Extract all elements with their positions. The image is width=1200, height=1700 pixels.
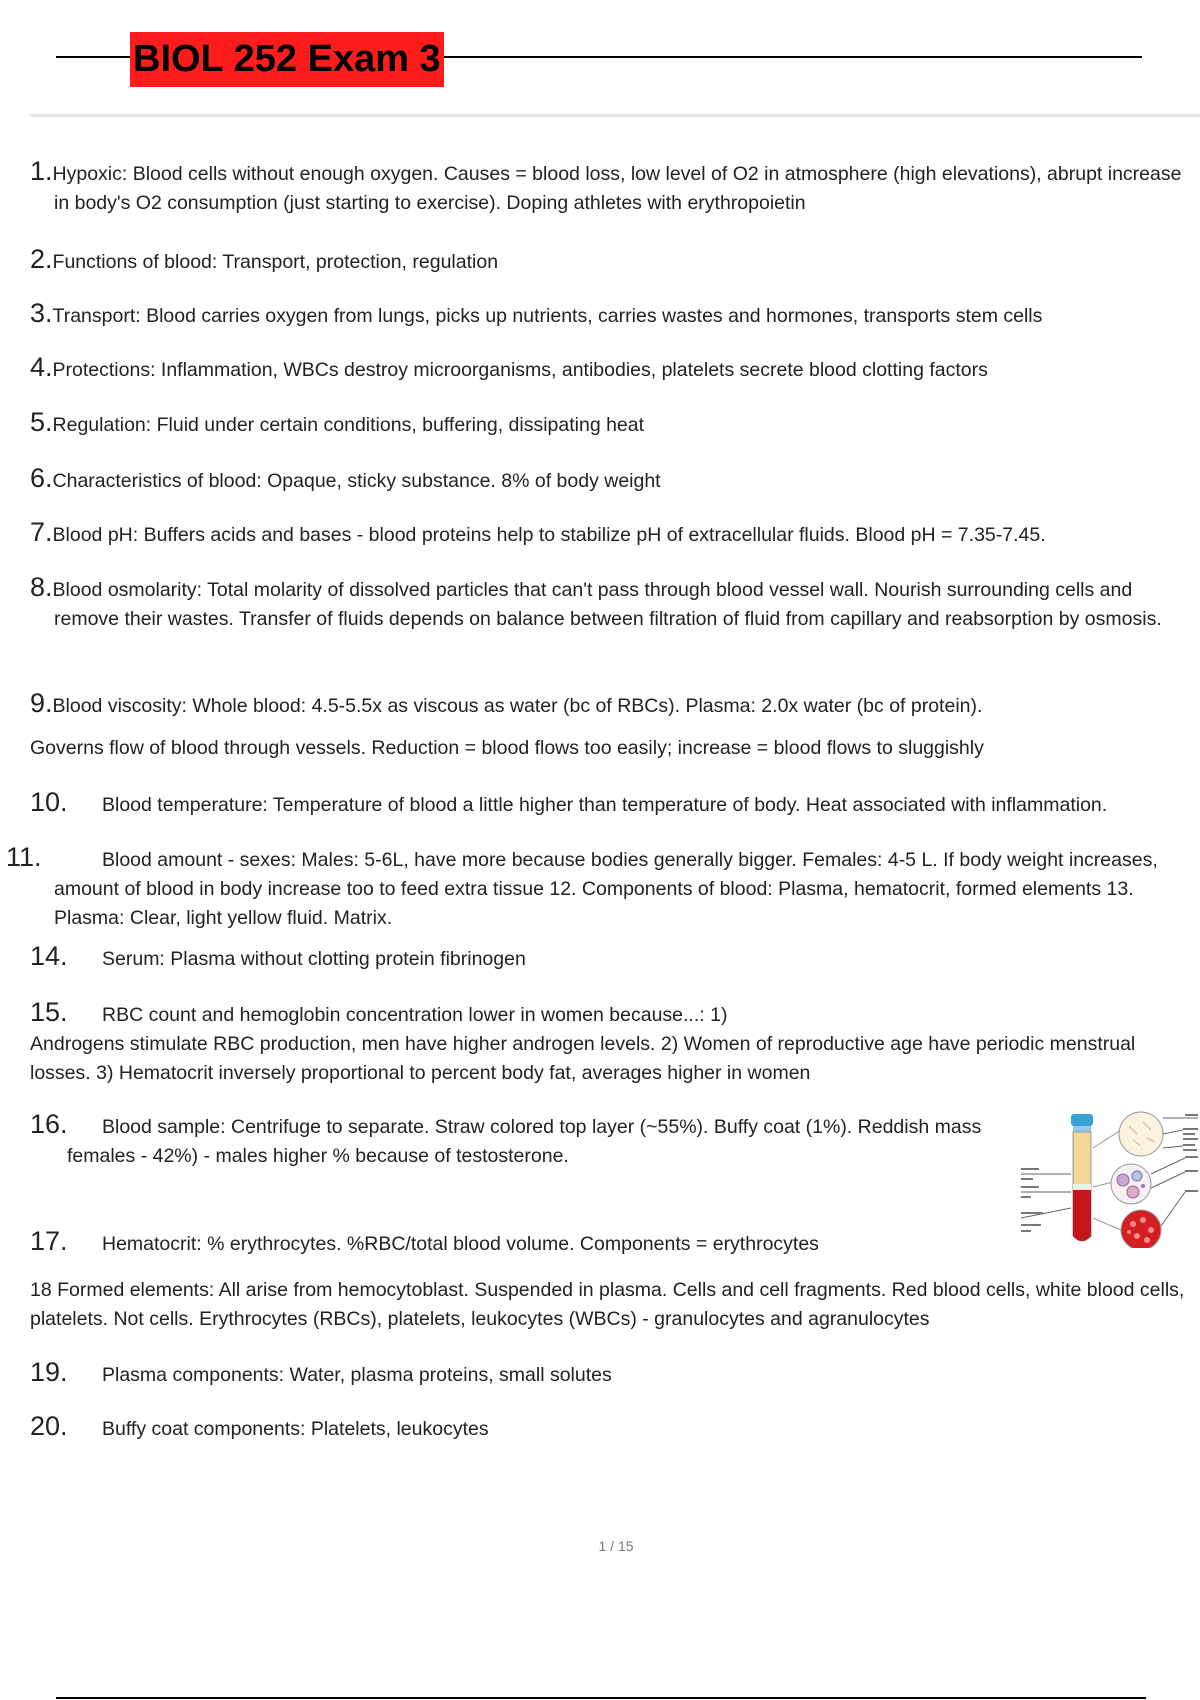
item-text: Functions of blood: Transport, protection, regulation — [52, 251, 499, 273]
item-number: 17. — [30, 1226, 68, 1256]
item-text: Androgens stimulate RBC production, men have higher androgen levels. 2) Women of reproductive age have periodic menstrual losses. 3) Hematocrit inversely proportional to percent body fat, averages higher in women — [30, 1033, 1136, 1084]
item-number: 1. — [30, 156, 53, 186]
item-text: Protections: Inflammation, WBCs destroy microorganisms, antibodies, platelets secrete blood clotting factors — [52, 359, 988, 381]
item-number: 10. — [30, 787, 68, 817]
header-divider — [30, 114, 1200, 117]
list-item — [30, 998, 1192, 1030]
list-item — [30, 788, 1192, 820]
item-number: 4. — [30, 352, 53, 382]
item-text: Hypoxic: Blood cells without enough oxygen. Causes = blood loss, low level of O2 in atmosphere (high elevations), abrupt increase in body's O2 consumption (just starting to exercise). Doping athletes with erythropoietin — [52, 163, 1182, 214]
list-item — [30, 157, 1192, 218]
item-number: 15. — [30, 997, 68, 1027]
list-item — [6, 842, 1192, 933]
list-item — [30, 299, 1192, 331]
list-item — [30, 1358, 1192, 1390]
item-text: Blood viscosity: Whole blood: 4.5-5.5x as viscous as water (bc of RBCs). Plasma: 2.0x water (bc of protein). — [52, 695, 983, 717]
item-number: 5. — [30, 407, 53, 437]
document-title: BIOL 252 Exam 3 — [130, 32, 444, 87]
item-number: 6. — [30, 463, 53, 493]
item-text: RBC count and hemoglobin concentration lower in women because...: 1) — [102, 1004, 728, 1026]
item-text: Blood pH: Buffers acids and bases - blood proteins help to stabilize pH of extracellular fluids. Blood pH = 7.35-7.45. — [52, 524, 1046, 546]
item-text: Transport: Blood carries oxygen from lungs, picks up nutrients, carries wastes and hormones, transports stem cells — [52, 305, 1043, 327]
item-text: Blood amount - sexes: Males: 5-6L, have more because bodies generally bigger. Females: 4-5 L. If body weight increases, amount of blood in body increase too to feed extra tissue 12. Components of blood: Plasma, hematocrit, formed elements 13. Plasma: Clear, light yellow fluid. Matrix. — [54, 849, 1158, 929]
item-text: Blood sample: Centrifuge to separate. Straw colored top layer (~55%). Buffy coat (1%). Reddish mass — [102, 1116, 982, 1138]
item-text: Regulation: Fluid under certain conditions, buffering, dissipating heat — [52, 414, 645, 436]
item-text: Plasma components: Water, plasma proteins, small solutes — [102, 1364, 612, 1386]
item-number: 19. — [30, 1357, 68, 1387]
list-item — [30, 408, 1192, 440]
list-item — [30, 464, 1192, 496]
list-item-continuation — [67, 1142, 1007, 1171]
bottom-rule — [56, 1697, 1146, 1699]
list-item — [30, 942, 1192, 974]
item-number: 16. — [30, 1109, 68, 1139]
item-number: 14. — [30, 941, 68, 971]
item-number: 20. — [30, 1411, 68, 1441]
item-text: Characteristics of blood: Opaque, sticky substance. 8% of body weight — [52, 470, 661, 492]
item-number: 8. — [30, 572, 53, 602]
item-number: 3. — [30, 298, 53, 328]
item-text: Hematocrit: % erythrocytes. %RBC/total blood volume. Components = erythrocytes — [102, 1233, 819, 1255]
list-item — [30, 353, 1192, 385]
list-item-continuation — [30, 1030, 1192, 1088]
item-number: 2. — [30, 244, 53, 274]
list-item — [30, 573, 1192, 634]
list-item — [30, 1110, 1020, 1142]
list-item — [30, 518, 1192, 550]
item-text: Blood osmolarity: Total molarity of dissolved particles that can't pass through blood vessel wall. Nourish surrounding cells and remove their wastes. Transfer of fluids depends on balance between filtration of fluid from capillary and reabsorption by osmosis. — [52, 579, 1162, 630]
item-text: 18 Formed elements: All arise from hemocytoblast. Suspended in plasma. Cells and cell fragments. Red blood cells, white blood cells, platelets. Not cells. Erythrocytes (RBCs), platelets, leukocytes (WBCs) - granulocytes and agranulocytes — [30, 1279, 1185, 1330]
centrifuged-blood-tube-diagram-icon — [1013, 1108, 1200, 1248]
item-text: Blood temperature: Temperature of blood a little higher than temperature of body. Heat associated with inflammation. — [102, 794, 1108, 816]
item-number: 7. — [30, 517, 53, 547]
item-text: Buffy coat components: Platelets, leukocytes — [102, 1418, 489, 1440]
item-number: 9. — [30, 688, 53, 718]
item-text: Governs flow of blood through vessels. Reduction = blood flows too easily; increase = blood flows to sluggishly — [30, 737, 984, 759]
list-item — [30, 689, 1192, 721]
list-item — [30, 245, 1192, 277]
item-number: 11. — [6, 842, 42, 872]
list-item — [30, 1276, 1192, 1334]
list-item — [30, 1412, 1192, 1444]
page-number: 1 / 15 — [598, 1538, 634, 1554]
item-text: females - 42%) - males higher % because of testosterone. — [67, 1145, 569, 1167]
item-text: Serum: Plasma without clotting protein fibrinogen — [102, 948, 526, 970]
list-item-continuation — [30, 734, 1192, 763]
